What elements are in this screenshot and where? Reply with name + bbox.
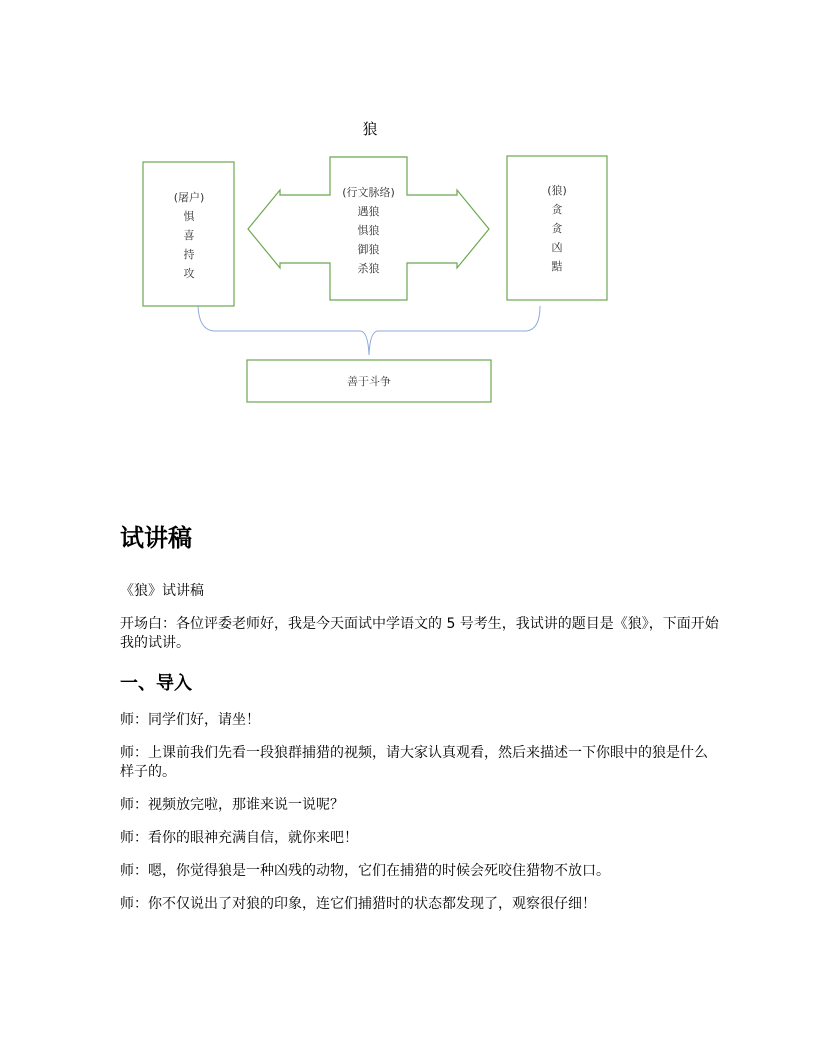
right-box-item: 黠 [551, 260, 563, 273]
center-box-item: 惧狼 [357, 224, 380, 237]
left-box-item: 惧 [183, 210, 195, 223]
paragraph: 师：嗯，你觉得狼是一种凶残的动物，它们在捕猎的时候会死咬住猎物不放口。 [120, 863, 610, 879]
right-box-item: 贪 [551, 203, 563, 216]
center-box [330, 183, 407, 278]
section-title: 一、导入 [120, 673, 192, 694]
document-body [120, 520, 720, 928]
flow-diagram [0, 0, 816, 420]
left-box [160, 188, 218, 283]
right-box-heading: (狼) [547, 184, 567, 197]
paragraph: 师：你不仅说出了对狼的印象，连它们捕猎时的状态都发现了，观察很仔细！ [120, 896, 596, 912]
left-box-item: 喜 [183, 229, 195, 242]
center-box-item: 遇狼 [357, 205, 380, 218]
paragraph: 师：上课前我们先看一段狼群捕猎的视频，请大家认真观看，然后来描述一下你眼中的狼是什么样子的。 [120, 745, 708, 780]
left-box-item: 持 [183, 248, 195, 261]
paragraph: 师：看你的眼神充满自信，就你来吧！ [120, 830, 358, 846]
left-box-item: 攻 [183, 267, 195, 280]
left-box-heading: (屠户) [173, 191, 205, 204]
center-box-item: 杀狼 [357, 262, 380, 275]
diagram-title: 狼 [362, 120, 378, 138]
paragraph: 师：视频放完啦，那谁来说一说呢？ [120, 797, 344, 813]
paragraph: 师：同学们好，请坐！ [120, 712, 260, 728]
right-box-item: 贪 [551, 222, 563, 235]
opening-paragraph: 开场白：各位评委老师好，我是今天面试中学语文的 5 号考生，我试讲的题目是《狼》，下面开始我的试讲。 [120, 616, 719, 651]
right-box [527, 181, 587, 276]
center-box-heading: (行文脉络) [342, 186, 395, 199]
document-subtitle: 《狼》试讲稿 [120, 583, 204, 599]
center-box-item: 御狼 [357, 243, 380, 256]
bottom-box-label: 善于斗争 [347, 375, 391, 388]
right-box-item: 凶 [551, 241, 563, 254]
diagram-shapes [0, 0, 816, 420]
document-heading: 试讲稿 [120, 524, 192, 552]
bottom-brace [198, 306, 540, 355]
